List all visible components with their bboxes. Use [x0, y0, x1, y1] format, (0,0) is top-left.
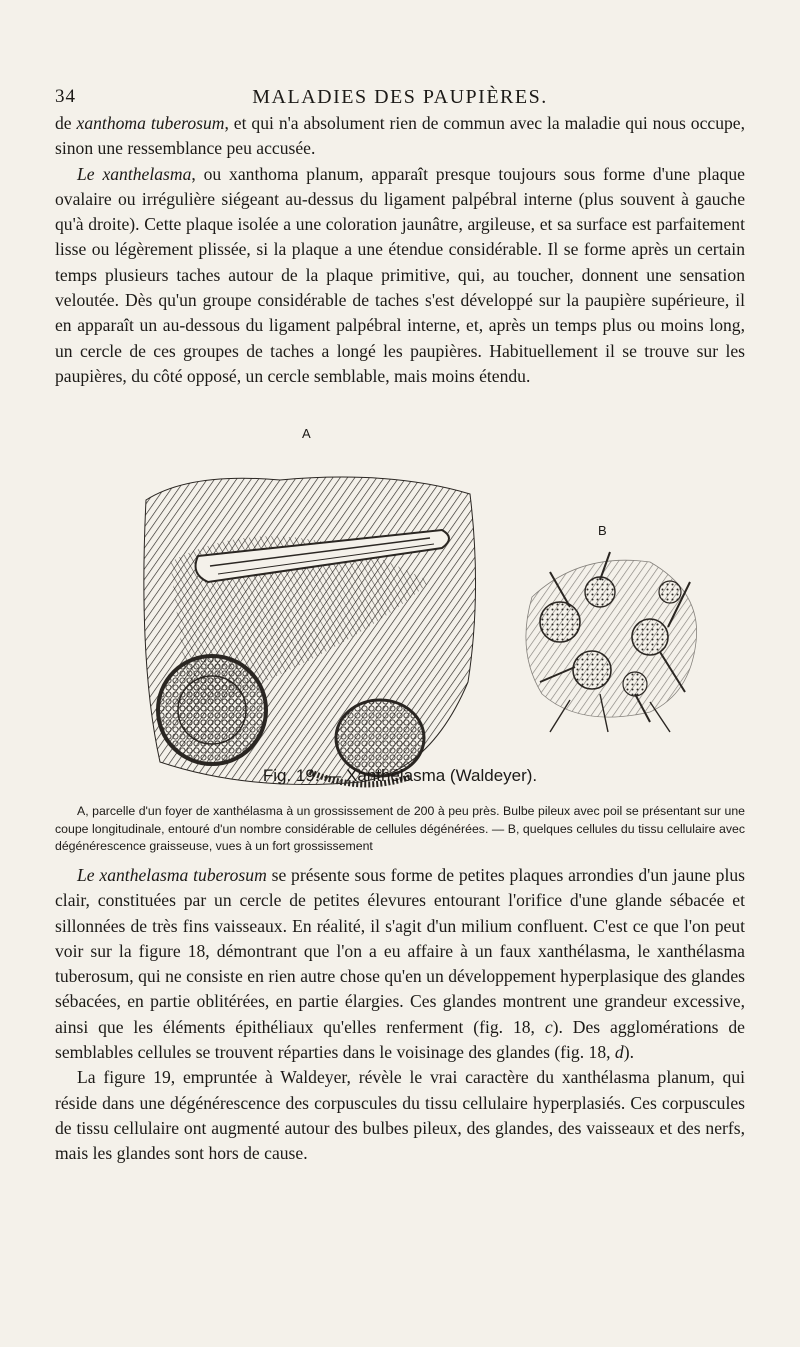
running-header — [55, 86, 745, 112]
term-xanthelasma: Le xanthelasma — [77, 163, 192, 184]
ref-d: d — [614, 1042, 624, 1063]
panel-b-cellular-tissue — [526, 552, 697, 732]
text-run: se présente sous forme de petites plaques arrondies d'un jaune plus clair, constituées par un cercle de petites élevures entourant l'orifice d'une glande sébacée et sillonnées de très fins vaisseaux. En réalité, il s'agit d'un milium confluent. C'est ce que l'on peut voir sur la figure 18, démontrant que l'on a eu affaire à un faux xanthélasma, le xanthélasma tuberosum, qui ne consiste en rien autre chose qu'en un développement hyperplasique des glandes sébacées, en partie oblitérées, en partie élargies. Ces glandes montrent une grandeur excessive, ainsi que les éléments épithéliaux qu'elles renferment (fig. 18, — [55, 865, 745, 1037]
figure-legend — [55, 803, 745, 856]
ref-c: c — [544, 1016, 553, 1037]
text-run: , et qui n'a absolument rien de commun avec la maladie qui nous occupe, sinon une ressemblance peu accusée. — [55, 113, 745, 159]
histology-illustration — [130, 432, 710, 794]
paragraph-tuberosum — [55, 863, 745, 1167]
text-run: ). — [623, 1042, 634, 1063]
text-run: de — [55, 113, 77, 133]
legend-text: A, parcelle d'un foyer de xanthélasma à un grossissement de 200 à peu près. Bulbe pileux avec poil se présentant sur une coupe longitudinale, entouré d'un nombre considérable de cellules dégénérées. — B, quelques cellules du tissu cellulaire avec dégénérescence graisseuse, vues à un fort grossissement — [55, 804, 745, 854]
panel-a-hair-bulb — [144, 477, 476, 784]
figure-label-b: B — [598, 523, 607, 538]
text-run: La figure 19, empruntée à Waldeyer, révèle le vrai caractère du xanthélasma planum, qui réside dans une dégénérescence des corpuscules du tissu cellulaire hyperplasiés. Ces corpuscules de tissu cellulaire ont augmenté autour des bulbes pileux, des glandes, des vaisseaux et des nerfs, mais les glandes sont hors de cause. — [55, 1067, 745, 1164]
term-xanthelasma-tuberosum: Le xanthelasma tuberosum — [77, 865, 267, 885]
figure-caption: Fig. 19. — Xanthélasma (Waldeyer). — [262, 766, 538, 785]
figure-19 — [130, 426, 710, 794]
text-run: ). Des agglomérations de semblables cellules se trouvent réparties dans le voisinage des glandes (fig. 18, — [55, 1016, 745, 1063]
page-number: 34 — [55, 86, 76, 107]
text-run: , ou xanthoma planum, apparaît presque toujours sous forme d'une plaque ovalaire ou irrégulière siégeant au-dessus du ligament palpébral interne (plus souvent à gauche qu'à droite). Cette plaque isolée a une coloration jaunâtre, argileuse, et sa surface est parfaitement lisse ou légèrement plissée, si la plaque a une étendue considérable. Il se forme après un certain temps plusieurs taches autour de la plaque primitive, qui, au toucher, donnent une sensation veloutée. Dès qu'un groupe considérable de taches s'est développé sur la paupière supérieure, il en apparaît un au-dessous du ligament palpébral interne, et, après un temps plus ou moins long, un cercle de ces groupes de taches a longé les paupières. Habituellement il se trouve sur les paupières, du côté opposé, un cercle semblable, mais moins étendu. — [55, 163, 745, 386]
paragraph-intro — [55, 111, 745, 389]
running-title: MALADIES DES PAUPIÈRES. — [252, 86, 548, 108]
figure-label-a: A — [302, 426, 311, 441]
term-xanthoma-tuberosum: xanthoma tuberosum — [76, 113, 225, 133]
